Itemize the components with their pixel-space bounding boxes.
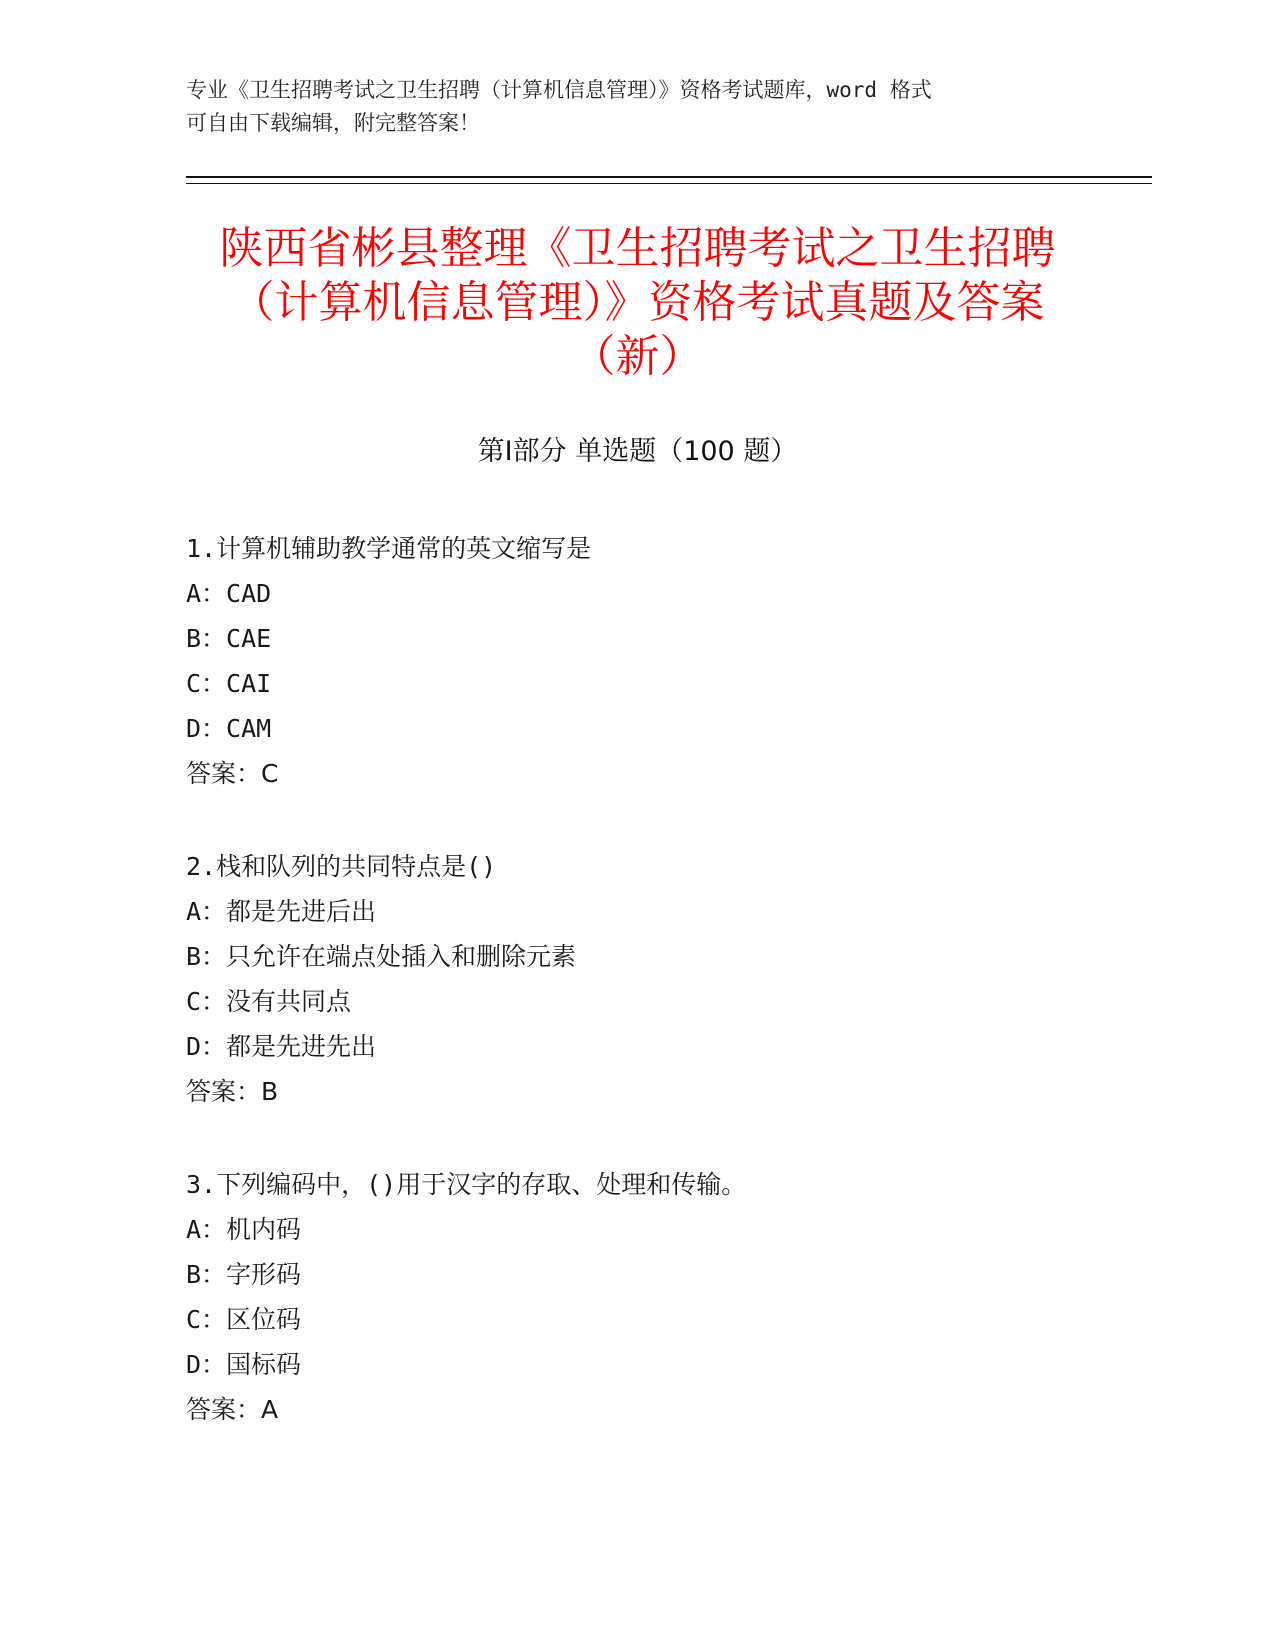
- header-note-line-1: 专业《卫生招聘考试之卫生招聘（计算机信息管理）》资格考试题库，word 格式: [186, 78, 932, 102]
- question-list: [186, 526, 1086, 1480]
- header-note: [186, 74, 1066, 140]
- option-c: C：区位码: [186, 1305, 302, 1334]
- question-1: [186, 526, 1086, 844]
- option-d: D：国标码: [186, 1350, 302, 1379]
- question-2: [186, 844, 1086, 1162]
- document-title-line-3: （新）: [571, 331, 704, 382]
- option-a: A：都是先进后出: [186, 897, 377, 926]
- question-answer: 答案：C: [186, 759, 279, 788]
- option-b: B：CAE: [186, 624, 272, 653]
- question-stem: 2.栈和队列的共同特点是(): [186, 852, 497, 881]
- option-b: B：只允许在端点处插入和删除元素: [186, 942, 577, 971]
- option-a: A：CAD: [186, 579, 272, 608]
- option-c: C：CAI: [186, 669, 272, 698]
- question-3: [186, 1162, 1086, 1480]
- option-c: C：没有共同点: [186, 987, 352, 1016]
- question-stem: 3.下列编码中，()用于汉字的存取、处理和传输。: [186, 1170, 747, 1199]
- question-stem: 1.计算机辅助教学通常的英文缩写是: [186, 534, 592, 563]
- question-answer: 答案：A: [186, 1395, 279, 1424]
- document-title-line-2: （计算机信息管理）》资格考试真题及答案: [230, 277, 1045, 328]
- header-note-line-2: 可自由下载编辑，附完整答案！: [186, 111, 480, 135]
- section-title: 第Ⅰ部分 单选题（100 题）: [477, 436, 798, 467]
- document-title-line-1: 陕西省彬县整理《卫生招聘考试之卫生招聘: [219, 223, 1056, 274]
- header-divider-thin: [186, 183, 1152, 184]
- document-title: [150, 222, 1125, 384]
- option-b: B：字形码: [186, 1260, 302, 1289]
- header-divider-thick: [186, 176, 1152, 178]
- question-answer: 答案：B: [186, 1077, 279, 1106]
- option-a: A：机内码: [186, 1215, 302, 1244]
- option-d: D：CAM: [186, 714, 272, 743]
- option-d: D：都是先进先出: [186, 1032, 377, 1061]
